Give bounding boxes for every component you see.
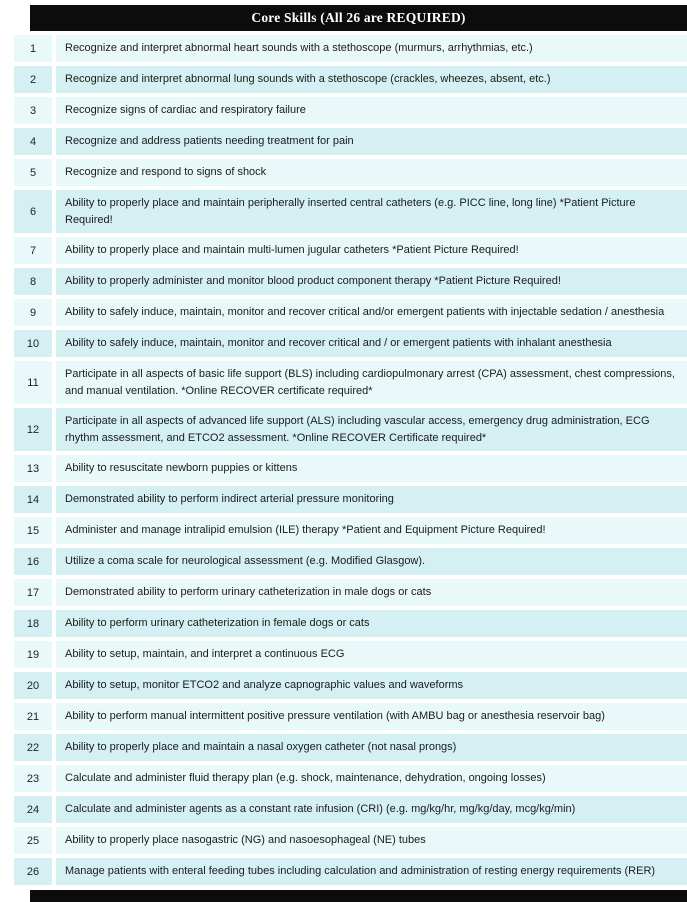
skill-text: Utilize a coma scale for neurological assessment (e.g. Modified Glasgow). (56, 548, 687, 575)
table-title: Core Skills (All 26 are REQUIRED) (251, 10, 466, 25)
skill-text: Ability to safely induce, maintain, monitor and recover critical and/or emergent patients with injectable sedation / anesthesia (56, 299, 687, 326)
table-row (14, 35, 687, 62)
skill-text: Ability to setup, monitor ETCO2 and analyze capnographic values and waveforms (56, 672, 687, 699)
table-header (30, 5, 687, 31)
skill-text: Manage patients with enteral feeding tubes including calculation and administration of resting energy requirements (RER) (56, 858, 687, 885)
table-row (14, 455, 687, 482)
row-number: 19 (14, 641, 52, 668)
row-number: 6 (14, 190, 52, 233)
row-number: 8 (14, 268, 52, 295)
row-number: 26 (14, 858, 52, 885)
row-number: 12 (14, 408, 52, 451)
skill-text: Ability to safely induce, maintain, monitor and recover critical and / or emergent patients with inhalant anesthesia (56, 330, 687, 357)
row-number: 22 (14, 734, 52, 761)
skill-text: Ability to properly place and maintain multi-lumen jugular catheters *Patient Picture Required! (56, 237, 687, 264)
table-row (14, 330, 687, 357)
table-row (14, 548, 687, 575)
skill-text: Recognize and interpret abnormal lung sounds with a stethoscope (crackles, wheezes, absent, etc.) (56, 66, 687, 93)
table-row (14, 66, 687, 93)
skills-table-body (14, 35, 687, 885)
table-row (14, 486, 687, 513)
table-row (14, 610, 687, 637)
skill-text: Recognize and address patients needing treatment for pain (56, 128, 687, 155)
skill-text: Participate in all aspects of basic life support (BLS) including cardiopulmonary arrest (CPA) assessment, chest compressions, and manual ventilation. *Online RECOVER certificate required* (56, 361, 687, 404)
table-row (14, 765, 687, 792)
table-row (14, 579, 687, 606)
row-number: 23 (14, 765, 52, 792)
table-row (14, 641, 687, 668)
row-number: 21 (14, 703, 52, 730)
row-number: 20 (14, 672, 52, 699)
table-row (14, 128, 687, 155)
skill-text: Ability to perform manual intermittent positive pressure ventilation (with AMBU bag or anesthesia reservoir bag) (56, 703, 687, 730)
skill-text: Participate in all aspects of advanced life support (ALS) including vascular access, emergency drug administration, ECG rhythm assessment, and ETCO2 assessment. *Online RECOVER Certificate required* (56, 408, 687, 451)
row-number: 25 (14, 827, 52, 854)
skill-text: Recognize and interpret abnormal heart sounds with a stethoscope (murmurs, arrhythmias, etc.) (56, 35, 687, 62)
row-number: 14 (14, 486, 52, 513)
row-number: 5 (14, 159, 52, 186)
table-row (14, 190, 687, 233)
next-section-bar (30, 890, 687, 902)
table-row (14, 703, 687, 730)
row-number: 13 (14, 455, 52, 482)
row-number: 17 (14, 579, 52, 606)
row-number: 11 (14, 361, 52, 404)
row-number: 3 (14, 97, 52, 124)
row-number: 15 (14, 517, 52, 544)
table-row (14, 361, 687, 404)
skill-text: Ability to properly place and maintain peripherally inserted central catheters (e.g. PICC line, long line) *Patient Picture Required! (56, 190, 687, 233)
skill-text: Ability to resuscitate newborn puppies or kittens (56, 455, 687, 482)
skill-text: Calculate and administer fluid therapy plan (e.g. shock, maintenance, dehydration, ongoing losses) (56, 765, 687, 792)
row-number: 1 (14, 35, 52, 62)
table-row (14, 796, 687, 823)
row-number: 2 (14, 66, 52, 93)
table-row (14, 517, 687, 544)
row-number: 9 (14, 299, 52, 326)
table-row (14, 408, 687, 451)
skill-text: Demonstrated ability to perform indirect arterial pressure monitoring (56, 486, 687, 513)
table-row (14, 159, 687, 186)
table-row (14, 672, 687, 699)
skill-text: Demonstrated ability to perform urinary catheterization in male dogs or cats (56, 579, 687, 606)
skill-text: Ability to setup, maintain, and interpret a continuous ECG (56, 641, 687, 668)
skill-text: Recognize and respond to signs of shock (56, 159, 687, 186)
skill-text: Ability to properly place nasogastric (NG) and nasoesophageal (NE) tubes (56, 827, 687, 854)
skill-text: Administer and manage intralipid emulsion (ILE) therapy *Patient and Equipment Picture Required! (56, 517, 687, 544)
row-number: 7 (14, 237, 52, 264)
table-row (14, 268, 687, 295)
table-row (14, 97, 687, 124)
skill-text: Ability to perform urinary catheterization in female dogs or cats (56, 610, 687, 637)
row-number: 24 (14, 796, 52, 823)
row-number: 10 (14, 330, 52, 357)
skill-text: Ability to properly administer and monitor blood product component therapy *Patient Picture Required! (56, 268, 687, 295)
table-row (14, 827, 687, 854)
skill-text: Ability to properly place and maintain a nasal oxygen catheter (not nasal prongs) (56, 734, 687, 761)
row-number: 18 (14, 610, 52, 637)
skill-text: Calculate and administer agents as a constant rate infusion (CRI) (e.g. mg/kg/hr, mg/kg/day, mcg/kg/min) (56, 796, 687, 823)
skill-text: Recognize signs of cardiac and respiratory failure (56, 97, 687, 124)
table-row (14, 858, 687, 885)
table-row (14, 734, 687, 761)
table-row (14, 237, 687, 264)
row-number: 16 (14, 548, 52, 575)
table-row (14, 299, 687, 326)
row-number: 4 (14, 128, 52, 155)
